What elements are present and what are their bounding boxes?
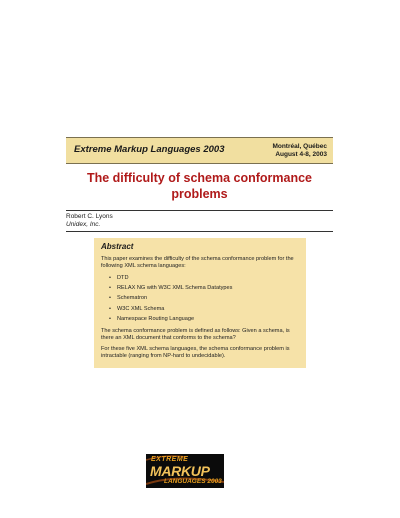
abstract-box <box>94 238 306 368</box>
abstract-conclusion: For these five XML schema languages, the schema conformance problem is intractable (ranging from NP-hard to undecidable). <box>101 345 290 359</box>
abstract-definition: The schema conformance problem is defined as follows: Given a schema, is there an XML document that conforms to the schema? <box>101 327 290 341</box>
logo-line-extreme: EXTREME <box>151 456 189 463</box>
list-item: • W3C XML Schema <box>109 305 165 312</box>
author-block <box>66 213 113 229</box>
abstract-intro: This paper examines the difficulty of the schema conformance problem for the following XML schema languages: <box>101 256 294 269</box>
conference-location: Montréal, Québec <box>272 143 327 150</box>
author-bottom-rule <box>66 231 333 232</box>
conference-dates: August 4-8, 2003 <box>275 151 327 158</box>
bullet-icon: • <box>109 295 111 302</box>
conference-banner <box>66 137 333 164</box>
bullet-icon: • <box>109 285 111 292</box>
schema-language-list <box>101 275 299 323</box>
list-item: • Namespace Routing Language <box>109 315 195 322</box>
paper-title: The difficulty of schema conformance problems <box>86 171 313 201</box>
bullet-icon: • <box>109 275 111 281</box>
abstract-heading: Abstract <box>101 242 134 251</box>
bullet-icon: • <box>109 305 111 312</box>
list-item: • DTD <box>109 275 129 281</box>
author-top-rule <box>66 210 333 211</box>
conference-name: Extreme Markup Languages 2003 <box>74 144 225 155</box>
logo-line-languages: LANGUAGES 2003 <box>164 478 222 485</box>
author-affiliation: Unidex, Inc. <box>66 221 101 228</box>
logo-line-markup: MARKUP <box>150 463 210 479</box>
conference-logo <box>146 454 224 488</box>
list-item: • RELAX NG with W3C XML Schema Datatypes <box>109 285 233 292</box>
conference-location-dates <box>272 143 327 159</box>
bullet-icon: • <box>109 315 111 322</box>
list-item: • Schematron <box>109 295 148 302</box>
author-name: Robert C. Lyons <box>66 213 113 220</box>
